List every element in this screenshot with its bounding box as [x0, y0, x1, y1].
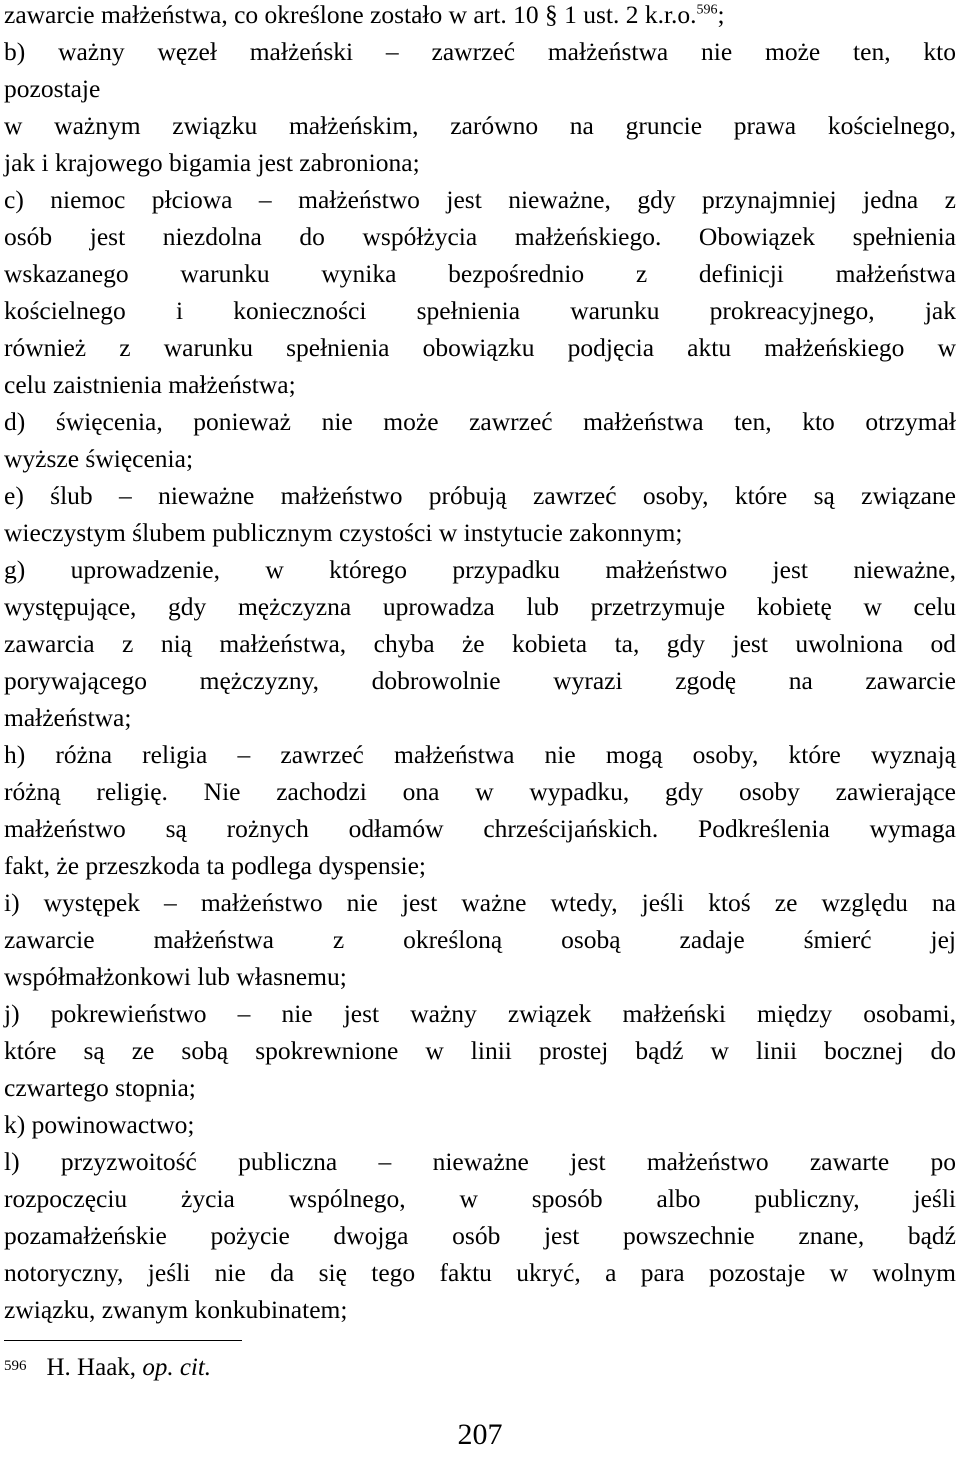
text-line — [4, 255, 956, 292]
footnote-ref: op. cit. — [142, 1354, 212, 1381]
page-number: 207 — [457, 1418, 503, 1451]
footnote-number: 596 — [4, 1358, 27, 1374]
text-line — [4, 329, 956, 366]
text-line — [4, 1069, 956, 1106]
text-line-content: małżeństwo są rożnych odłamów chrześcijańskich. Podkreślenia wymaga — [4, 814, 956, 843]
text-line-content: i) występek – małżeństwo nie jest ważne wtedy, jeśli ktoś ze względu na — [4, 888, 956, 917]
text-line — [4, 958, 956, 995]
text-line — [4, 107, 956, 144]
text-line — [4, 847, 956, 884]
text-line-content: l) przyzwoitość publiczna – nieważne jest małżeństwo zawarte po — [4, 1147, 956, 1176]
footnote-separator — [4, 1340, 242, 1341]
text-line — [4, 514, 956, 551]
text-line-content: zawarcie małżeństwa, co określone zostało w art. 10 § 1 ust. 2 k.r.o. — [4, 0, 697, 29]
text-line-content: wskazanego warunku wynika bezpośrednio z definicji małżeństwa — [4, 259, 956, 288]
text-line — [4, 440, 956, 477]
text-line — [4, 181, 956, 218]
text-line-content: porywającego mężczyzny, dobrowolnie wyrazi zgodę na zawarcie — [4, 666, 956, 695]
text-line-content: wyższe święcenia; — [4, 444, 194, 473]
text-line — [4, 1291, 956, 1328]
text-line — [4, 70, 956, 107]
text-line-content: związku, zwanym konkubinatem; — [4, 1295, 348, 1324]
text-line-content: fakt, że przeszkoda ta podlega dyspensie; — [4, 851, 426, 880]
text-line — [4, 995, 956, 1032]
text-line-content: kościelnego i konieczności spełnienia warunku prokreacyjnego, jak — [4, 296, 956, 325]
text-line — [4, 1032, 956, 1069]
text-line-content: które są ze sobą spokrewnione w linii prostej bądź w linii bocznej do — [4, 1036, 956, 1065]
text-line-content: pozamałżeńskie pożycie dwojga osób jest powszechnie znane, bądź — [4, 1221, 956, 1250]
text-line — [4, 1180, 956, 1217]
text-line — [4, 0, 956, 33]
text-line — [4, 699, 956, 736]
text-line-content: również z warunku spełnienia obowiązku podjęcia aktu małżeńskiego w — [4, 333, 956, 362]
text-line-content: zawarcie małżeństwa z określoną osobą zadaje śmierć jej — [4, 925, 956, 954]
text-line — [4, 366, 956, 403]
text-line-content: h) różna religia – zawrzeć małżeństwa nie mogą osoby, które wyznają — [4, 740, 956, 769]
text-line-tail: ; — [717, 0, 725, 29]
text-line — [4, 773, 956, 810]
text-line-content: różną religię. Nie zachodzi ona w wypadku, gdy osoby zawierające — [4, 777, 956, 806]
text-line — [4, 144, 956, 181]
text-line-content: celu zaistnienia małżeństwa; — [4, 370, 296, 399]
text-line — [4, 810, 956, 847]
text-line-content: współmałżonkowi lub własnemu; — [4, 962, 347, 991]
text-line-content: b) ważny węzeł małżeński – zawrzeć małżeństwa nie może ten, kto — [4, 37, 956, 66]
text-line — [4, 736, 956, 773]
text-line-content: k) powinowactwo; — [4, 1110, 195, 1139]
text-line-content: wieczystym ślubem publicznym czystości w instytucie zakonnym; — [4, 518, 683, 547]
text-line — [4, 662, 956, 699]
text-line — [4, 477, 956, 514]
text-line — [4, 403, 956, 440]
text-line-content: występujące, gdy mężczyzna uprowadza lub przetrzymuje kobietę w celu — [4, 592, 956, 621]
text-line — [4, 292, 956, 329]
footnote-reference: 596 — [696, 2, 718, 18]
text-line — [4, 33, 956, 70]
footnote — [4, 1350, 211, 1386]
text-line-content: g) uprowadzenie, w którego przypadku małżeństwo jest nieważne, — [4, 555, 956, 584]
text-line-content: j) pokrewieństwo – nie jest ważny związek małżeński między osobami, — [4, 999, 956, 1028]
text-line-content: czwartego stopnia; — [4, 1073, 196, 1102]
text-line — [4, 1217, 956, 1254]
text-line — [4, 588, 956, 625]
text-line — [4, 218, 956, 255]
text-line-content: c) niemoc płciowa – małżeństwo jest nieważne, gdy przynajmniej jedna z — [4, 185, 956, 214]
text-line — [4, 884, 956, 921]
text-line-content: d) święcenia, ponieważ nie może zawrzeć małżeństwa ten, kto otrzymał — [4, 407, 956, 436]
footnote-author: H. Haak, — [46, 1354, 143, 1381]
text-line-content: rozpoczęciu życia wspólnego, w sposób albo publiczny, jeśli — [4, 1184, 956, 1213]
text-line-content: małżeństwa; — [4, 703, 132, 732]
text-line-content: e) ślub – nieważne małżeństwo próbują zawrzeć osoby, które są związane — [4, 481, 956, 510]
text-line-content: jak i krajowego bigamia jest zabroniona; — [4, 148, 420, 177]
text-line-content: w ważnym związku małżeńskim, zarówno na gruncie prawa kościelnego, — [4, 111, 956, 140]
text-line-content: zawarcia z nią małżeństwa, chyba że kobieta ta, gdy jest uwolniona od — [4, 629, 956, 658]
text-line — [4, 551, 956, 588]
text-line — [4, 625, 956, 662]
text-line — [4, 1143, 956, 1180]
text-line-content: pozostaje — [4, 74, 101, 103]
text-line-content: osób jest niezdolna do współżycia małżeńskiego. Obowiązek spełnienia — [4, 222, 956, 251]
text-line-content: notoryczny, jeśli nie da się tego faktu ukryć, a para pozostaje w wolnym — [4, 1258, 956, 1287]
text-line — [4, 1106, 956, 1143]
text-line — [4, 921, 956, 958]
text-line — [4, 1254, 956, 1291]
